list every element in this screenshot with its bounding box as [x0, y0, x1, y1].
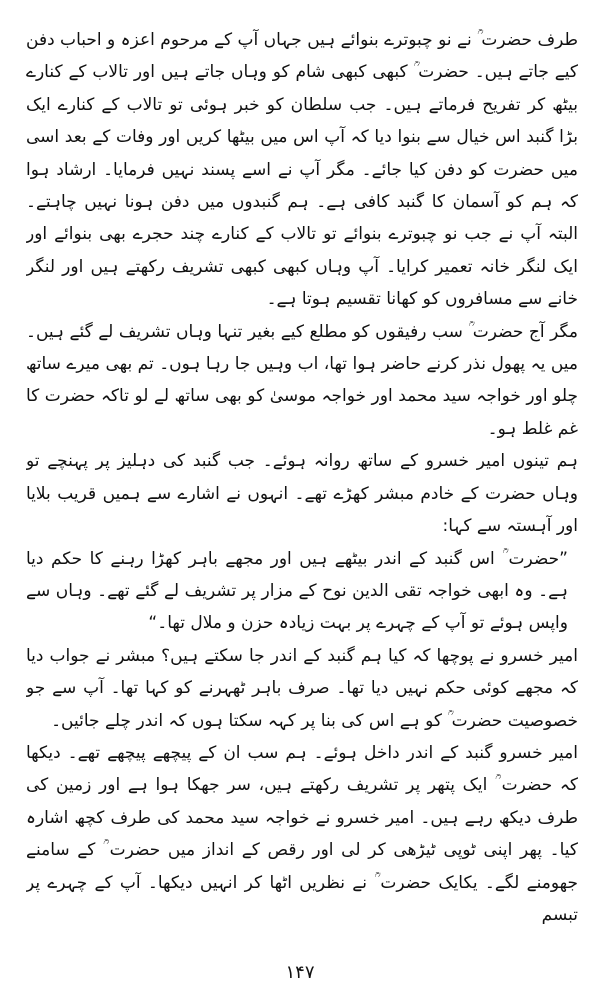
paragraph-2: مگر آج حضرت ؒ سب رفیقوں کو مطلع کیے بغیر تنہا وہاں تشریف لے گئے ہیں۔ میں یہ پھول نذر کرنے حاضر ہوا تھا، اب وہیں جا رہا ہوں۔ تم بھی میرے ساتھ چلو اور خواجہ سید محمد اور خواجہ موسیٰ کو بھی ساتھ لے لو تاکہ حضرت کا غم غلط ہو۔: [26, 321, 578, 439]
paragraph-6: امیر خسرو گنبد کے اندر داخل ہوئے۔ ہم سب ان کے پیچھے پیچھے تھے۔ دیکھا کہ حضرت ؒ ایک پتھر پر تشریف رکھتے ہیں، سر جھکا ہوا ہے اور زمین کی طرف دیکھ رہے ہیں۔ امیر خسرو نے خواجہ سید محمد کی طرف کچھ اشارہ کیا۔ پھر اپنی ٹوپی ٹیڑھی کر لی اور رقص کے انداز میں حضرت ؒ کے سامنے جھومنے لگے۔ یکایک حضرت ؒ نے نظریں اٹھا کر انہیں دیکھا۔ آپ کے چہرے پر تبسم: [26, 742, 578, 925]
paragraph-1: طرف حضرت ؒ نے نو چبوترے بنوائے ہیں جہاں آپ کے مرحوم اعزہ و احباب دفن کیے جاتے ہیں۔ حضرت ؒ کبھی کبھی شام کو وہاں جاتے ہیں اور تالاب کے کنارے بیٹھ کر تفریح فرماتے ہیں۔ جب سلطان کو خبر ہوئی تو تالاب کے کنارے ایک بڑا گنبد اس خیال سے بنوا دیا کہ آپ اس میں بیٹھا کریں اور وفات کے بعد اسی میں حضرت کو دفن کیا جائے۔ مگر آپ نے اسے پسند نہیں فرمایا۔ ارشاد ہوا کہ ہم کو آسمان کا گنبد کافی ہے۔ ہم گنبدوں میں دفن ہونا نہیں چاہتے۔ البتہ آپ نے جب نو چبوترے بنوائے تو تالاب کے کنارے چند حجرے بھی بنوائے اور ایک لنگر خانہ تعمیر کرایا۔ آپ وہاں کبھی کبھی تشریف رکھتے ہیں اور لنگر خانے سے مسافروں کو کھانا تقسیم ہوتا ہے۔: [26, 30, 578, 310]
page-number: ۱۴۷: [285, 962, 315, 983]
body-text: [26, 24, 578, 959]
paragraph-5: امیر خسرو نے پوچھا کہ کیا ہم گنبد کے اندر جا سکتے ہیں؟ مبشر نے جواب دیا کہ مجھے کوئی حکم نہیں دیا تھا۔ صرف باہر ٹھہرنے کو کہا تھا۔ آپ سے جو خصوصیت حضرت ؒ کو ہے اس کی بنا پر کہہ سکتا ہوں کہ اندر چلے جائیں۔: [26, 645, 578, 731]
paragraph-3: ہم تینوں امیر خسرو کے ساتھ روانہ ہوئے۔ جب گنبد کی دہلیز پر پہنچے تو وہاں حضرت کے خادم مبشر کھڑے تھے۔ انہوں نے اشارے سے ہمیں قریب بلایا اور آہستہ سے کہا:: [26, 451, 578, 537]
paragraph-4-quote: ”حضرت ؒ اس گنبد کے اندر بیٹھے ہیں اور مجھے باہر کھڑا رہنے کا حکم دیا ہے۔ وہ ابھی خواجہ تقی الدین نوح کے مزار پر تشریف لے گئے تھے۔ وہاں سے واپس ہوئے تو آپ کے چہرے پر بہت زیادہ حزن و ملال تھا۔“: [26, 548, 568, 634]
